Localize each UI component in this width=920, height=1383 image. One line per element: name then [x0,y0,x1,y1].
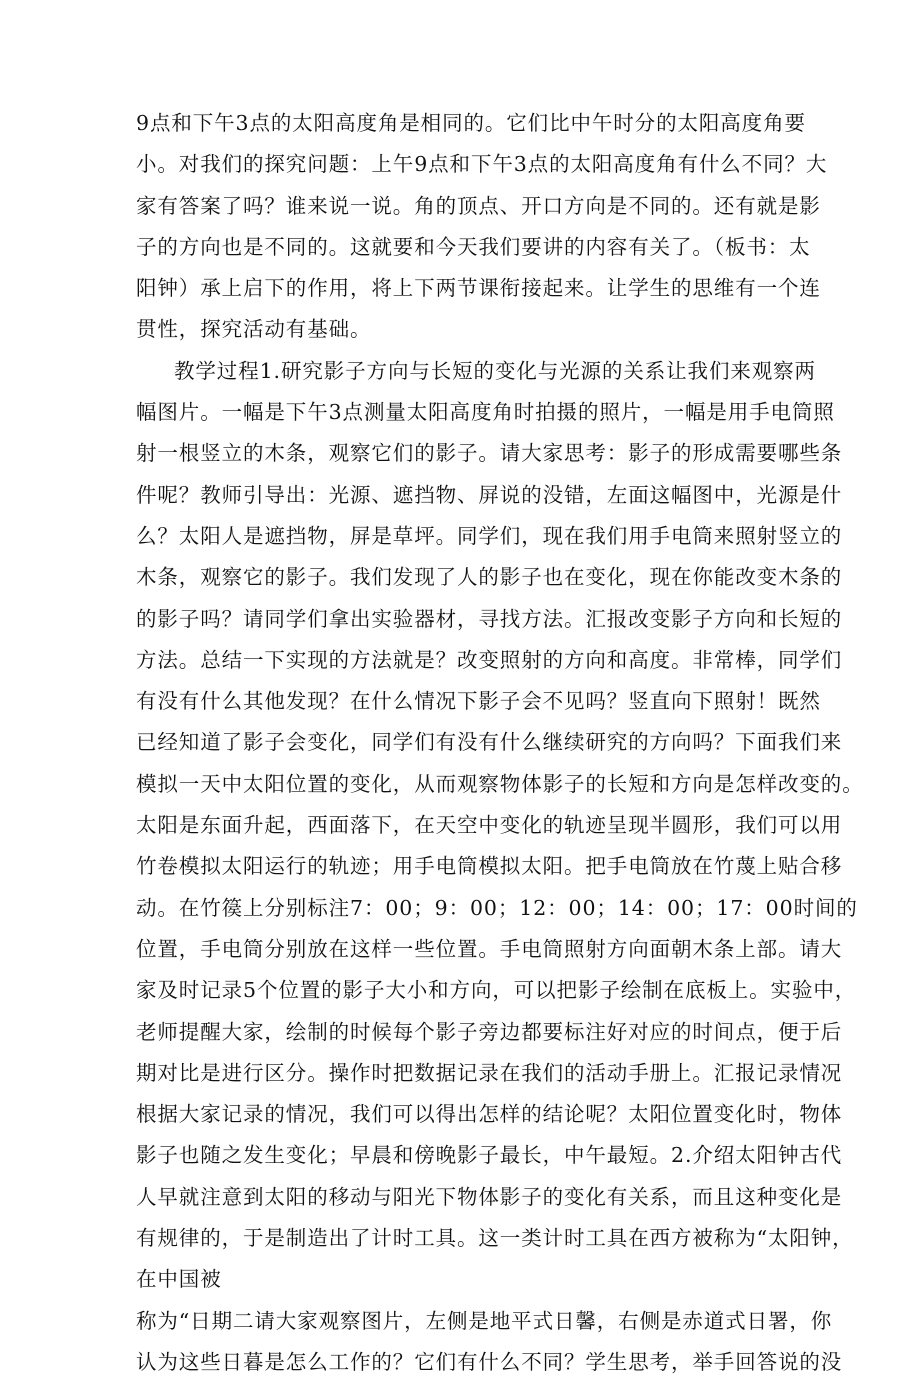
text-line: 竹卷模拟太阳运行的轨迹；用手电筒模拟太阳。把手电筒放在竹蔑上贴合移 [136,854,843,879]
text-line: 家及时记录5个位置的影子大小和方向，可以把影子绘制在底板上。实验中， [136,978,857,1003]
text-line: 位置，手电筒分别放在这样一些位置。手电筒照射方向面朝木条上部。请大 [136,936,843,961]
text-line: 认为这些日暮是怎么工作的？它们有什么不同？学生思考，举手回答说的没 [136,1349,843,1374]
text-line: 模拟一天中太阳位置的变化，从而观察物体影子的长短和方向是怎样改变的。 [136,771,864,796]
text-line: 射一根竖立的木条，观察它们的影子。请大家思考：影子的形成需要哪些条 [136,441,843,466]
text-line: 9点和下午3点的太阳高度角是相同的。它们比中午时分的太阳高度角要 [136,111,806,135]
text-line: 子的方向也是不同的。这就要和今天我们要讲的内容有关了。（板书：太 [136,234,811,259]
text-line: 根据大家记录的情况，我们可以得出怎样的结论呢？太阳位置变化时，物体 [136,1102,843,1127]
text-line: 影子也随之发生变化；早晨和傍晚影子最长，中午最短。2.介绍太阳钟古代 [136,1143,843,1168]
text-line: 在中国被 [136,1267,222,1292]
text-line: 太阳是东面升起，西面落下，在天空中变化的轨迹呈现半圆形，我们可以用 [136,813,843,838]
text-line: 老师提醒大家，绘制的时候每个影子旁边都要标注好对应的时间点，便于后 [136,1019,843,1044]
text-line: 件呢？教师引导出：光源、遮挡物、屏说的没错，左面这幅图中，光源是什 [136,482,843,507]
document-body [136,103,864,1383]
text-line: 动。在竹篌上分别标注7：00；9：00；12：00；14：00；17：00时间的 [136,895,858,920]
text-line: 么？太阳人是遮挡物，屏是草坪。同学们，现在我们用手电筒来照射竖立的 [136,523,843,548]
text-line: 阳钟）承上启下的作用，将上下两节课衔接起来。让学生的思维有一个连 [136,276,821,301]
text-line: 贯性，探究活动有基础。 [136,317,372,342]
text-line: 方法。总结一下实现的方法就是？改变照射的方向和高度。非常棒，同学们 [136,647,843,672]
text-line: 木条，观察它的影子。我们发现了人的影子也在变化，现在你能改变木条的 [136,565,843,590]
text-line: 家有答案了吗？谁来说一说。角的顶点、开口方向是不同的。还有就是影 [136,193,821,218]
text-line: 称为“日期二请大家观察图片，左侧是地平式日馨，右侧是赤道式日署，你 [136,1308,833,1333]
text-line: 人早就注意到太阳的移动与阳光下物体影子的变化有关系，而且这种变化是 [136,1184,843,1209]
text-line: 小。对我们的探究问题：上午9点和下午3点的太阳高度角有什么不同？大 [136,152,828,177]
text-line: 期对比是进行区分。操作时把数据记录在我们的活动手册上。汇报记录情况 [136,1060,843,1085]
text-line: 有规律的，于是制造出了计时工具。这一类计时工具在西方被称为“太阳钟， [136,1226,854,1251]
paragraph-start-line: 教学过程1.研究影子方向与长短的变化与光源的关系让我们来观察两 [174,358,816,383]
text-line: 已经知道了影子会变化，同学们有没有什么继续研究的方向吗？下面我们来 [136,730,843,755]
text-line: 的影子吗？请同学们拿出实验器材，寻找方法。汇报改变影子方向和长短的 [136,606,843,631]
text-line: 幅图片。一幅是下午3点测量太阳高度角时拍摄的照片，一幅是用手电筒照 [136,400,835,425]
text-line: 有没有什么其他发现？在什么情况下影子会不见吗？竖直向下照射！既然 [136,689,821,714]
